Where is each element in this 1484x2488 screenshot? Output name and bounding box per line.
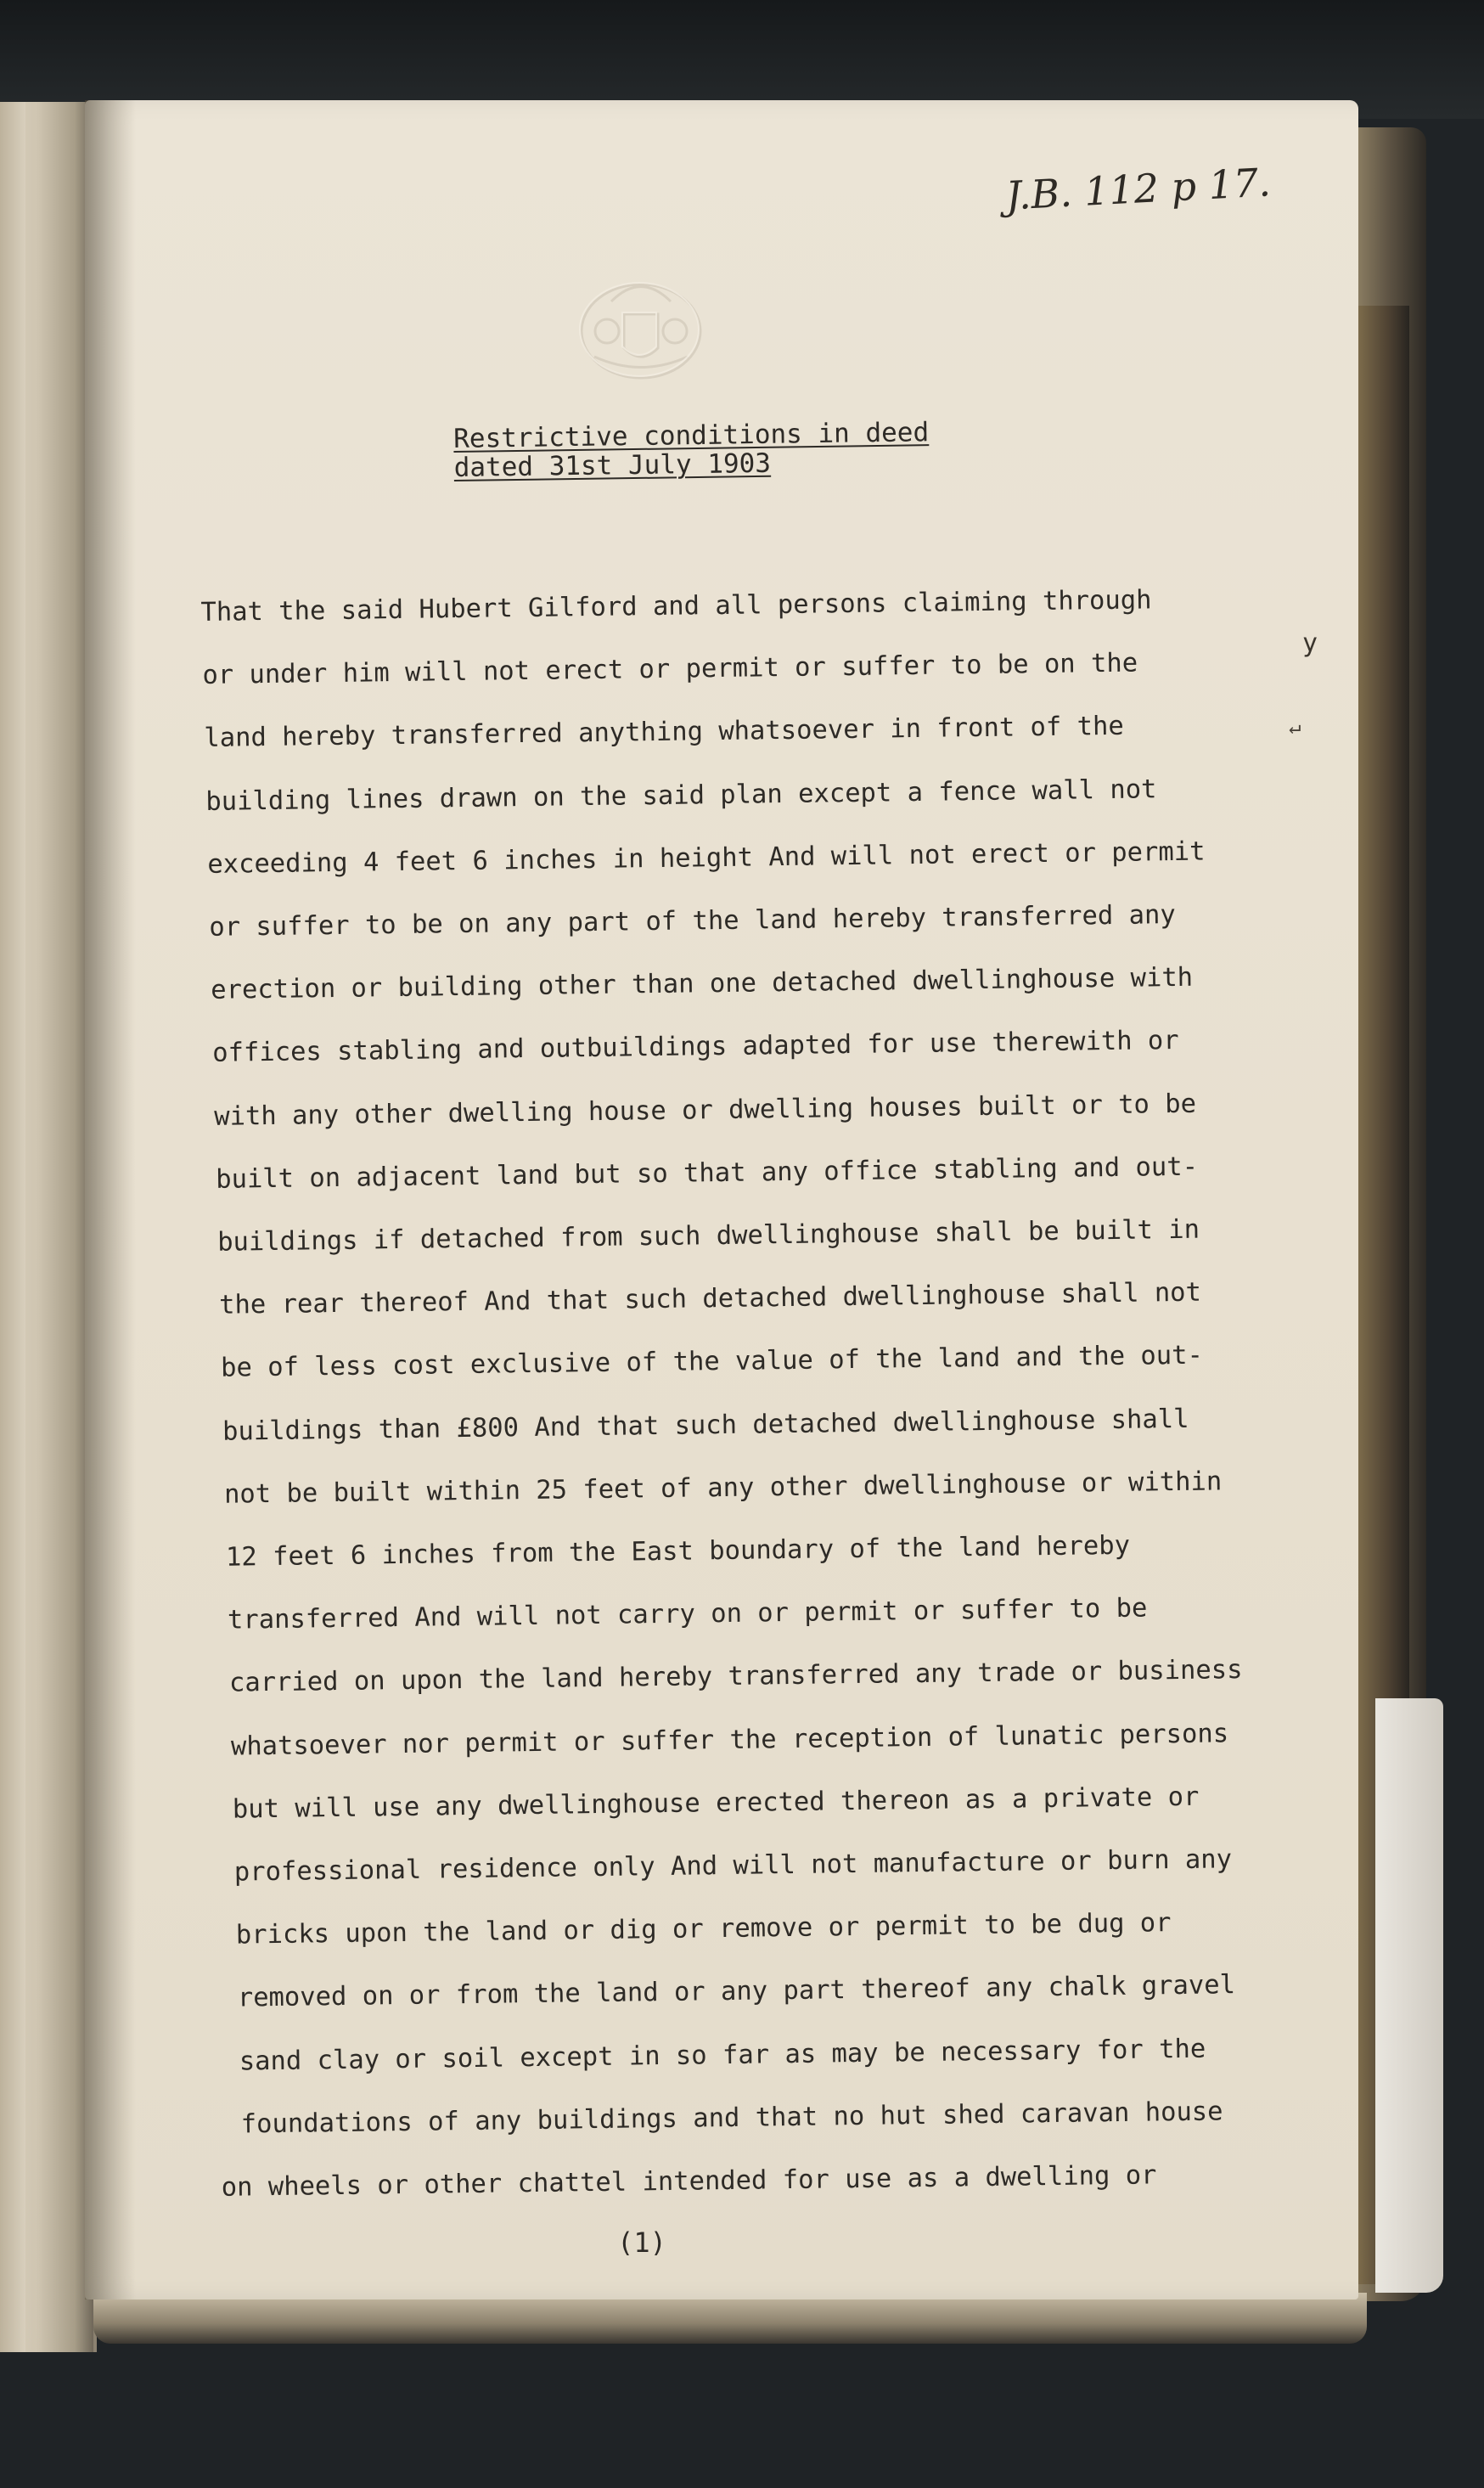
handwritten-reference: J.B. 112 p 17.	[1004, 159, 1272, 219]
body-line: 12 feet 6 inches from the East boundary of the land hereby	[225, 1530, 1131, 1573]
title-line: Restrictive conditions in deed	[453, 417, 930, 454]
body-line: professional residence only And will not manufacture or burn any	[233, 1844, 1233, 1888]
body-line: built on adjacent land but so that any office stabling and out-	[215, 1151, 1199, 1195]
body-line: That the said Hubert Gilford and all persons claiming through	[200, 585, 1152, 628]
page-bottom-edge	[93, 2293, 1367, 2344]
gutter-shadow	[85, 100, 136, 2299]
body-line: buildings than £800 And that such detached dwellinghouse shall	[222, 1404, 1189, 1447]
royal-crest-emboss-icon	[560, 263, 722, 391]
body-line: sand clay or soil except in so far as may be necessary for the	[239, 2034, 1206, 2077]
body-line: buildings if detached from such dwellinghouse shall be built in	[216, 1214, 1200, 1258]
body-line: not be built within 25 feet of any other dwellinghouse or within	[223, 1466, 1223, 1510]
body-line: foundations of any buildings and that no hut shed caravan house	[240, 2097, 1223, 2140]
facing-page-shade	[0, 102, 25, 2352]
body-line: with any other dwelling house or dwelling houses built or to be	[214, 1089, 1197, 1132]
body-line: building lines drawn on the said plan except a fence wall not	[205, 774, 1157, 817]
document-body	[200, 567, 1351, 2221]
body-line: but will use any dwellinghouse erected thereon as a private or	[232, 1782, 1200, 1825]
page-number: (1)	[617, 2226, 666, 2259]
margin-letter: y	[1302, 628, 1318, 658]
title-line: dated 31st July 1903	[453, 448, 772, 483]
body-line: whatsoever nor permit or suffer the reception of lunatic persons	[230, 1718, 1229, 1762]
body-line: the rear thereof And that such detached dwellinghouse shall not	[218, 1277, 1202, 1321]
body-line: removed on or from the land or any part thereof any chalk gravel	[237, 1970, 1236, 2014]
body-line: on wheels or other chattel intended for use as a dwelling or	[221, 2160, 1157, 2203]
body-line: bricks upon the land or dig or remove or permit to be dug or	[235, 1908, 1172, 1950]
body-line: offices stabling and outbuildings adapted for use therewith or	[212, 1026, 1179, 1069]
body-line: carried on upon the land hereby transferred any trade or business	[228, 1655, 1243, 1699]
body-line: land hereby transferred anything whatsoever in front of the	[204, 712, 1124, 754]
body-line: exceeding 4 feet 6 inches in height And will not erect or permit	[207, 836, 1206, 880]
document-title	[453, 416, 1048, 482]
inserted-paper-edge	[1375, 1698, 1443, 2293]
body-line: erection or building other than one detached dwellinghouse with	[211, 962, 1194, 1006]
body-line: or under him will not erect or permit or suffer to be on the	[202, 648, 1138, 691]
body-line: transferred And will not carry on or permit or suffer to be	[227, 1593, 1148, 1635]
margin-arrow-icon: ↵	[1289, 715, 1301, 739]
body-line: or suffer to be on any part of the land hereby transferred any	[209, 900, 1176, 943]
body-line: be of less cost exclusive of the value of the land and the out-	[220, 1341, 1204, 1384]
